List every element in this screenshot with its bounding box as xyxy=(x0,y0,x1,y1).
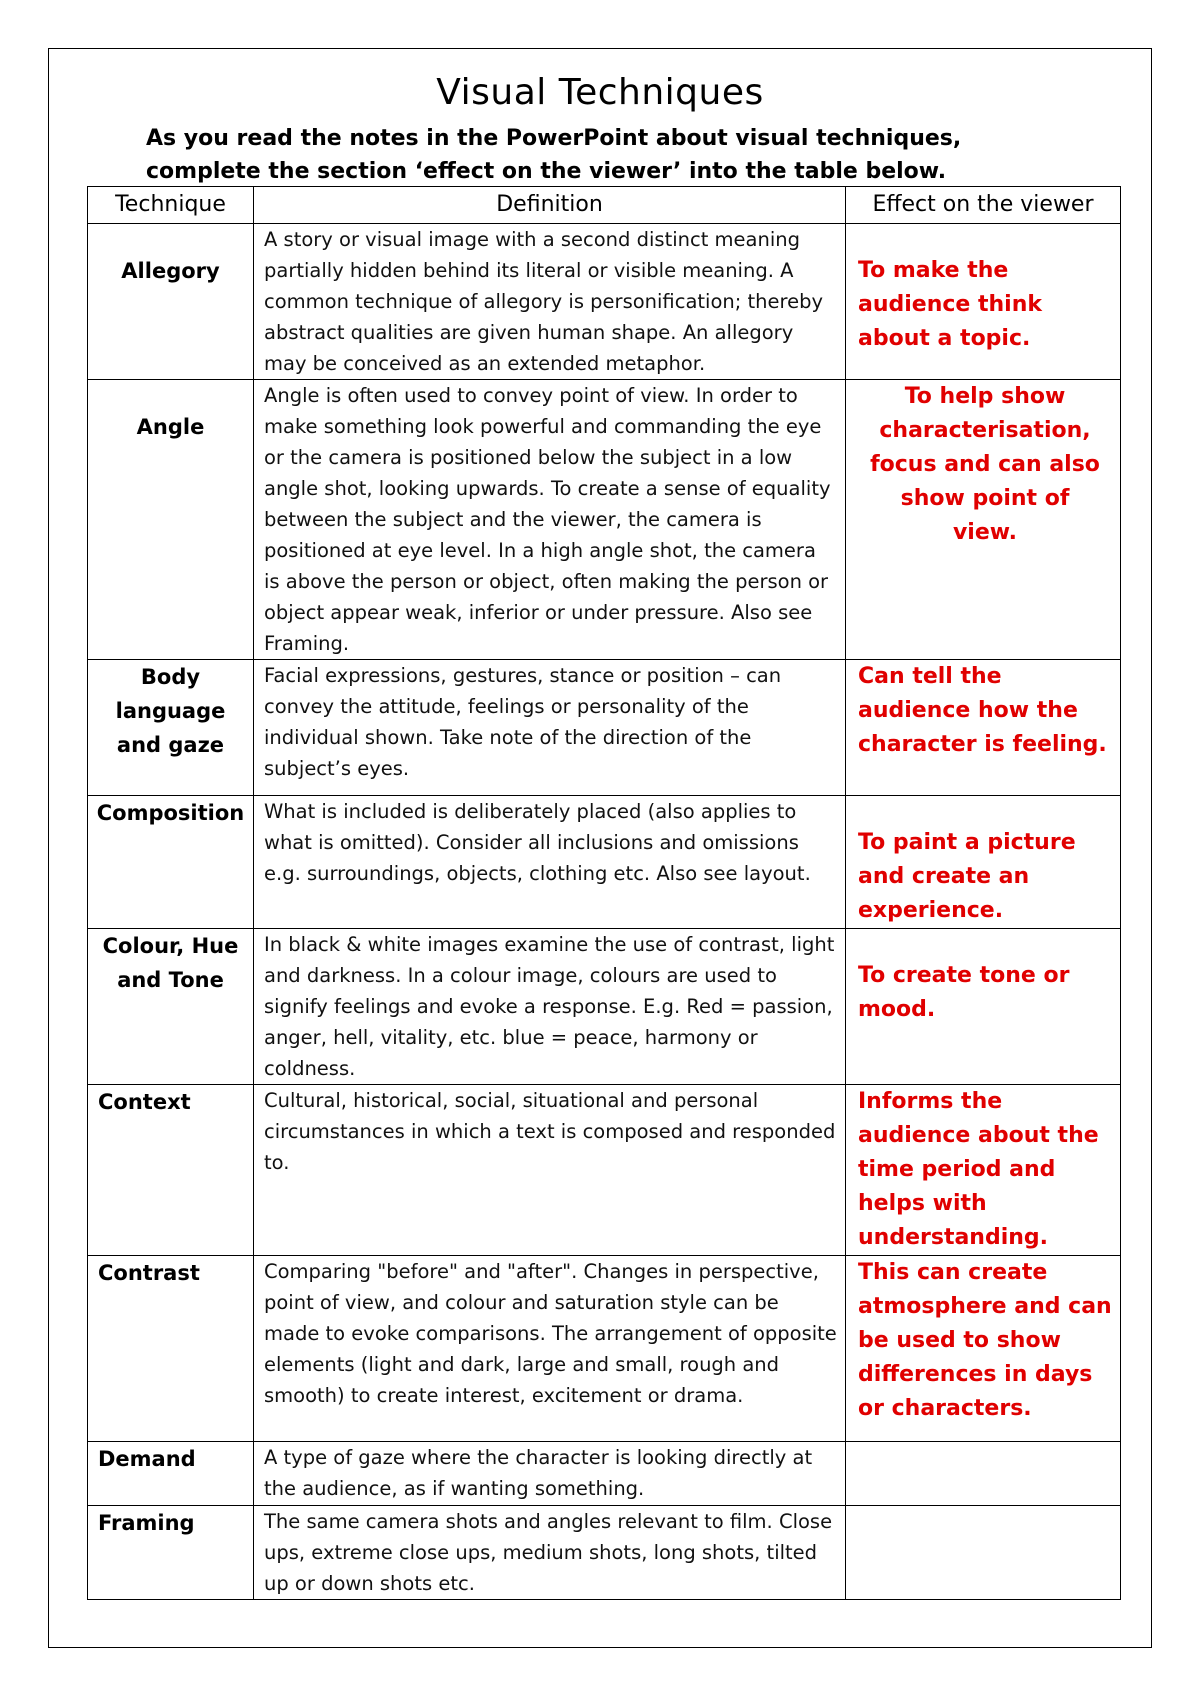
technique-name: Framing xyxy=(98,1511,195,1535)
instructions: As you read the notes in the PowerPoint about visual techniques, complete the section ‘effect on the viewer’ into the table below. xyxy=(146,126,962,184)
effect-text: To create tone or mood. xyxy=(858,963,1070,1022)
effect-text: To make the audience think about a topic. xyxy=(858,258,1043,351)
header-technique: Technique xyxy=(88,187,254,224)
effect-cell[interactable] xyxy=(846,660,1121,796)
table-row xyxy=(88,1085,1121,1256)
table-row xyxy=(88,380,1121,660)
techniques-table xyxy=(87,186,1121,1600)
table-row xyxy=(88,1442,1121,1506)
technique-name: Contrast xyxy=(98,1261,200,1285)
effect-cell[interactable] xyxy=(846,796,1121,929)
technique-cell xyxy=(88,660,254,796)
effect-cell[interactable] xyxy=(846,224,1121,380)
technique-cell xyxy=(88,224,254,380)
effect-text: Informs the audience about the time period and helps with understanding. xyxy=(858,1089,1099,1250)
technique-cell xyxy=(88,1442,254,1506)
effect-text: This can create atmosphere and can be used to show differences in days or characters. xyxy=(858,1260,1112,1421)
definition-cell: A story or visual image with a second distinct meaning partially hidden behind its literal or visible meaning. A common technique of allegory is personification; thereby abstract qualities are given human shape. An allegory may be conceived as an extended metaphor. xyxy=(254,224,846,380)
definition-cell: Comparing "before" and "after". Changes in perspective, point of view, and colour and saturation style can be made to evoke comparisons. The arrangement of opposite elements (light and dark, large and small, rough and smooth) to create interest, excitement or drama. xyxy=(254,1256,846,1442)
effect-text: To paint a picture and create an experience. xyxy=(858,830,1076,923)
technique-name: Colour, Hue and Tone xyxy=(102,934,239,992)
effect-cell[interactable] xyxy=(846,1256,1121,1442)
technique-cell xyxy=(88,1085,254,1256)
effect-text: To help show characterisation, focus and can also show point of view. xyxy=(870,384,1100,545)
table-row xyxy=(88,660,1121,796)
effect-cell[interactable] xyxy=(846,1506,1121,1600)
definition-cell: The same camera shots and angles relevant to film. Close ups, extreme close ups, medium shots, long shots, tilted up or down shots etc. xyxy=(254,1506,846,1600)
effect-text: Can tell the audience how the character is feeling. xyxy=(858,664,1107,757)
table-row xyxy=(88,796,1121,929)
effect-cell[interactable] xyxy=(846,380,1121,660)
table-header-row xyxy=(88,187,1121,224)
header-definition: Definition xyxy=(254,187,846,224)
header-effect: Effect on the viewer xyxy=(846,187,1121,224)
table-row xyxy=(88,224,1121,380)
table-row xyxy=(88,929,1121,1085)
technique-cell xyxy=(88,796,254,929)
technique-name: Composition xyxy=(96,801,245,825)
technique-name: Context xyxy=(98,1090,191,1114)
table-row xyxy=(88,1506,1121,1600)
effect-cell[interactable] xyxy=(846,1085,1121,1256)
technique-cell xyxy=(88,929,254,1085)
technique-name: Angle xyxy=(136,415,205,439)
definition-cell: Angle is often used to convey point of view. In order to make something look powerful and commanding the eye or the camera is positioned below the subject in a low angle shot, looking upwards. To create a sense of equality between the subject and the viewer, the camera is positioned at eye level. In a high angle shot, the camera is above the person or object, often making the person or object appear weak, inferior or under pressure. Also see Framing. xyxy=(254,380,846,660)
definition-cell: Cultural, historical, social, situational and personal circumstances in which a text is composed and responded to. xyxy=(254,1085,846,1256)
effect-cell[interactable] xyxy=(846,1442,1121,1506)
definition-cell: What is included is deliberately placed (also applies to what is omitted). Consider all inclusions and omissions e.g. surroundings, objects, clothing etc. Also see layout. xyxy=(254,796,846,929)
table-row xyxy=(88,1256,1121,1442)
page-title: Visual Techniques xyxy=(436,72,764,113)
technique-name: Allegory xyxy=(121,259,220,283)
technique-cell xyxy=(88,1256,254,1442)
technique-name: Demand xyxy=(98,1447,196,1471)
technique-cell xyxy=(88,1506,254,1600)
definition-cell: A type of gaze where the character is looking directly at the audience, as if wanting something. xyxy=(254,1442,846,1506)
technique-cell xyxy=(88,380,254,660)
effect-cell[interactable] xyxy=(846,929,1121,1085)
definition-cell: In black & white images examine the use of contrast, light and darkness. In a colour image, colours are used to signify feelings and evoke a response. E.g. Red = passion, anger, hell, vitality, etc. blue = peace, harmony or coldness. xyxy=(254,929,846,1085)
technique-name: Body language and gaze xyxy=(115,665,226,757)
definition-cell: Facial expressions, gestures, stance or position – can convey the attitude, feelings or personality of the individual shown. Take note of the direction of the subject’s eyes. xyxy=(254,660,846,796)
